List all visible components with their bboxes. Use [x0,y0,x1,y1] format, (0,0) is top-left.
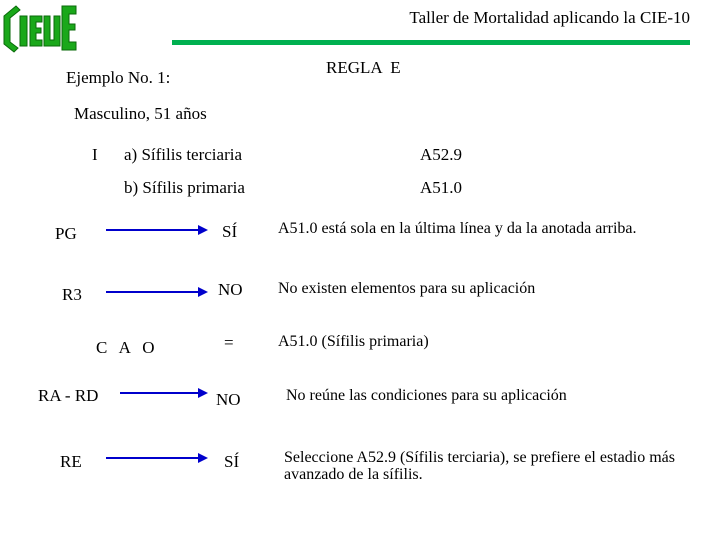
rule-answer-ra-rd: NO [216,390,241,409]
rule-title: REGLA E [326,58,401,77]
rule-label-cao: C A O [96,338,159,357]
rule-label-re: RE [60,452,82,471]
rule-label-ra-rd: RA - RD [38,386,99,405]
rule-label-pg: PG [55,224,77,243]
rule-answer-cao: = [224,333,234,352]
patient-info: Masculino, 51 años [74,104,207,123]
rule-explanation-r3: No existen elementos para su aplicación [278,280,536,297]
example-title: Ejemplo No. 1: [66,68,171,87]
certificate-part: I [92,145,98,164]
diagnosis-code-b: A51.0 [420,178,463,197]
rule-explanation-cao: A51.0 (Sífilis primaria) [278,333,429,350]
rule-answer-r3: NO [218,280,243,299]
diagnosis-code-a: A52.9 [420,145,463,164]
rule-answer-pg: SÍ [222,222,238,241]
rule-label-r3: R3 [62,285,82,304]
cieuce-logo-icon [2,2,78,54]
rule-explanation-ra-rd: No reúne las condiciones para su aplicación [286,387,567,404]
header-divider [172,40,690,45]
diagnosis-line-b: b) Sífilis primaria [124,178,245,197]
header-title: Taller de Mortalidad aplicando la CIE-10 [409,8,690,27]
rule-explanation-pg: A51.0 está sola en la última línea y da la anotada arriba. [278,220,637,237]
rule-answer-re: SÍ [224,452,240,471]
rule-explanation-re: Seleccione A52.9 (Sífilis terciaria), se prefiere el estadio más avanzado de la sífilis. [284,449,675,483]
diagnosis-line-a: a) Sífilis terciaria [124,145,243,164]
